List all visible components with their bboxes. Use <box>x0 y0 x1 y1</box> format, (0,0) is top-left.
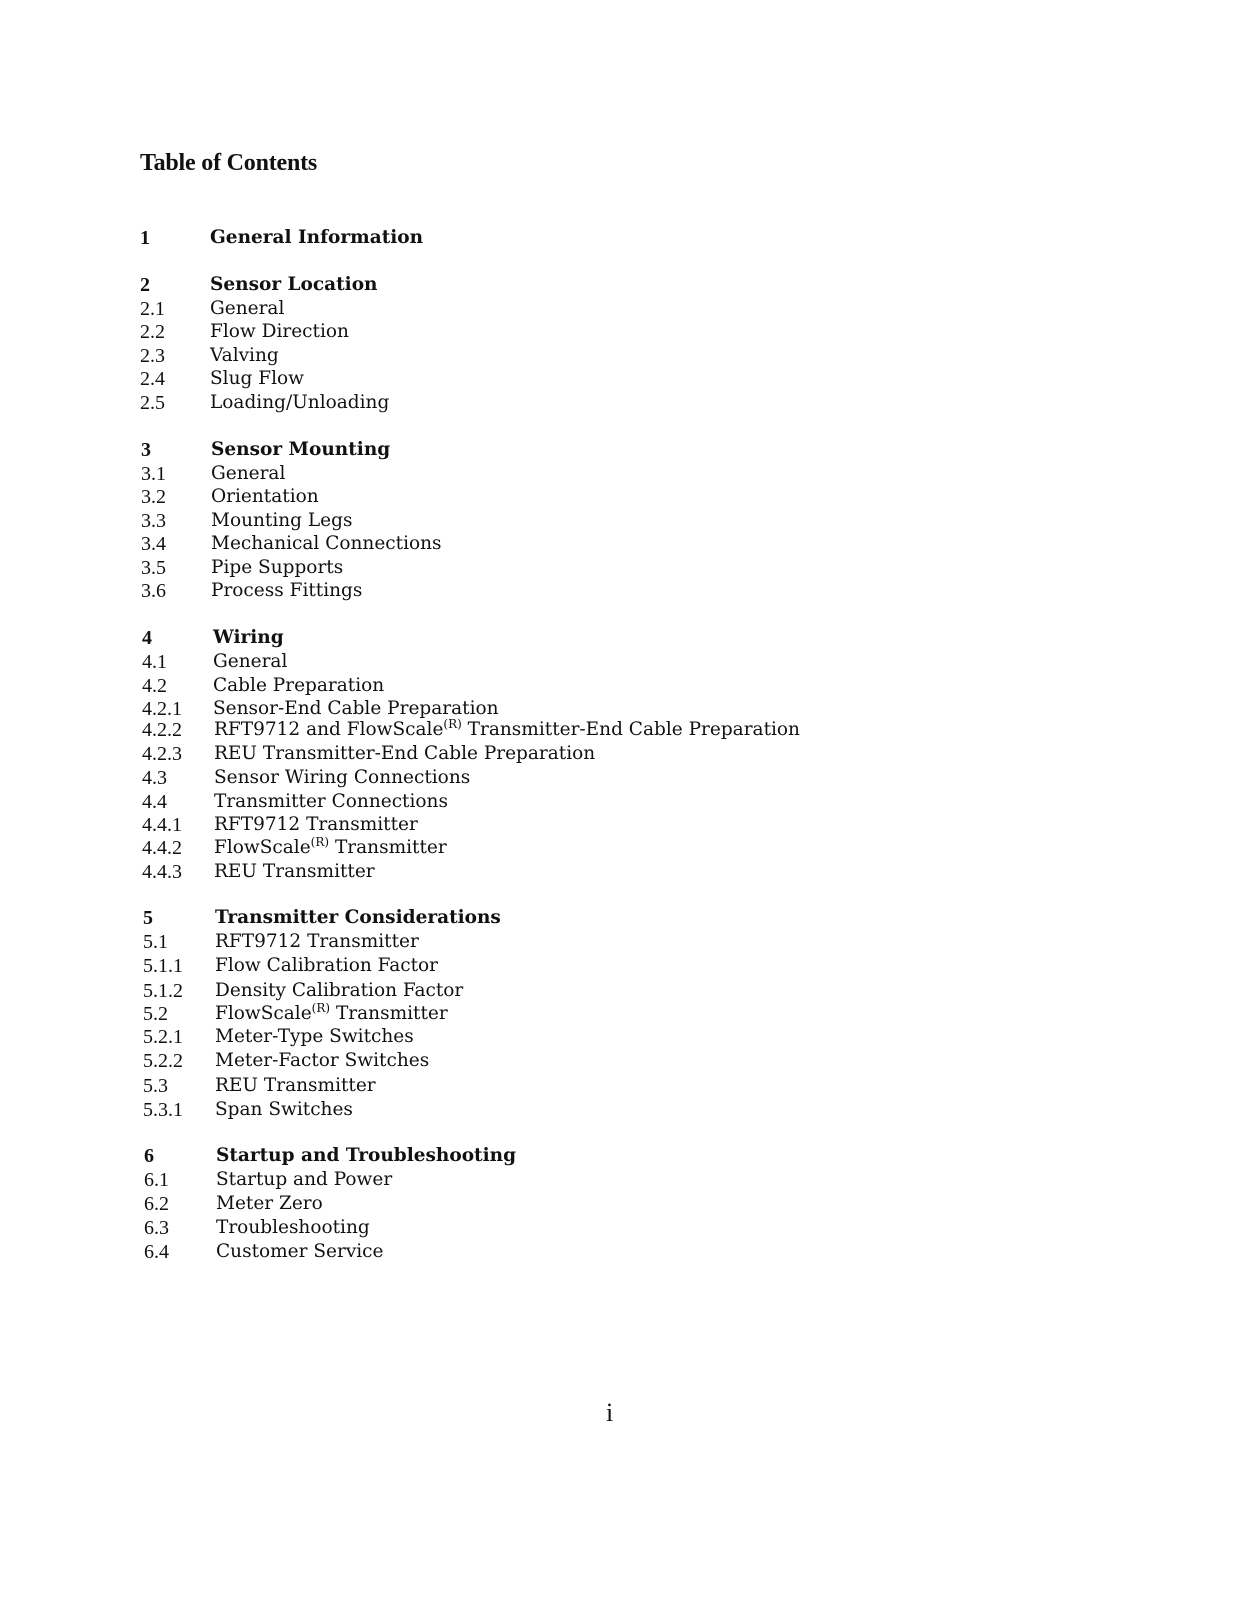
toc-entry-title: Sensor Location <box>210 274 378 295</box>
toc-entry-title: Transmitter Considerations <box>215 907 501 928</box>
toc-entry-number: 4.1 <box>142 651 167 673</box>
toc-entry-number: 3.3 <box>141 510 166 532</box>
toc-entry-number: 4.4.2 <box>142 837 182 859</box>
toc-entry-title: Slug Flow <box>210 368 304 389</box>
toc-entry-number: 5.3.1 <box>143 1099 183 1121</box>
toc-entry-number: 3.4 <box>141 533 166 555</box>
toc-entry-title: Meter Zero <box>216 1193 323 1214</box>
toc-entry-title: Troubleshooting <box>216 1217 370 1238</box>
toc-entry-number: 3 <box>141 439 151 461</box>
toc-entry-number: 2.3 <box>140 345 165 367</box>
toc-entry-number: 6.4 <box>144 1241 169 1263</box>
toc-entry-number: 4.2.3 <box>142 743 182 765</box>
page-title: Table of Contents <box>140 150 318 176</box>
toc-entry-title: Process Fittings <box>211 580 363 601</box>
toc-entry-number: 3.1 <box>141 463 166 485</box>
toc-entry-title: REU Transmitter <box>214 861 375 882</box>
toc-entry-title: REU Transmitter <box>215 1075 376 1096</box>
registered-mark: (R) <box>443 717 462 731</box>
toc-entry-title-part: Transmitter <box>330 1003 448 1024</box>
toc-entry-number: 5.3 <box>143 1075 168 1097</box>
toc-entry-number: 4.2.2 <box>142 719 182 741</box>
toc-entry-number: 2.5 <box>140 392 165 414</box>
toc-entry-title <box>215 1002 448 1026</box>
toc-entry-title <box>214 836 447 860</box>
toc-entry-number: 6.2 <box>144 1193 169 1215</box>
toc-entry-number: 4.4.3 <box>142 861 182 883</box>
toc-entry-number: 3.2 <box>141 486 166 508</box>
toc-entry-title: Valving <box>210 345 279 366</box>
toc-entry-title: RFT9712 Transmitter <box>214 814 418 835</box>
toc-entry-title: Mounting Legs <box>211 510 353 531</box>
toc-entry-number: 5.1 <box>143 931 168 953</box>
toc-entry-title: Pipe Supports <box>211 557 344 578</box>
toc-entry-number: 6.1 <box>144 1169 169 1191</box>
toc-entry-number: 3.6 <box>141 580 166 602</box>
toc-entry-title: Span Switches <box>215 1099 353 1120</box>
toc-entry-number: 5.2 <box>143 1003 168 1025</box>
toc-entry-title: Startup and Troubleshooting <box>216 1145 517 1166</box>
toc-entry-number: 5.2.2 <box>143 1050 183 1072</box>
toc-entry-number: 4.2 <box>142 675 167 697</box>
toc-entry-title-part: FlowScale <box>215 1003 312 1024</box>
toc-entry-title: Startup and Power <box>216 1169 393 1190</box>
toc-entry-number: 4.2.1 <box>142 698 182 720</box>
registered-mark: (R) <box>311 1001 331 1015</box>
toc-entry-title-part: Transmitter-End Cable Preparation <box>461 719 800 740</box>
toc-entry-number: 6.3 <box>144 1217 169 1239</box>
toc-entry-number: 2.1 <box>140 298 165 320</box>
toc-entry-title-part: Transmitter <box>329 837 447 858</box>
toc-entry-title: Orientation <box>211 486 319 507</box>
toc-entry-title: Flow Direction <box>210 321 349 342</box>
toc-entry-title: RFT9712 Transmitter <box>215 931 419 952</box>
toc-entry-number: 1 <box>140 227 150 249</box>
toc-entry-number: 6 <box>144 1145 154 1167</box>
toc-entry-title: Wiring <box>213 627 284 648</box>
toc-entry-title: Sensor-End Cable Preparation <box>213 698 499 719</box>
toc-entry-title: Density Calibration Factor <box>215 980 464 1001</box>
toc-entry-title: Loading/Unloading <box>210 392 390 413</box>
toc-entry-title: General <box>211 463 286 484</box>
toc-entry-number: 5.1.1 <box>143 955 183 977</box>
toc-entry-number: 5.2.1 <box>143 1026 183 1048</box>
toc-entry-title: Cable Preparation <box>213 675 385 696</box>
toc-entry-title: General <box>210 298 285 319</box>
toc-entry-title: General <box>213 651 288 672</box>
toc-entry-title: General Information <box>210 227 424 248</box>
toc-entry-title: Customer Service <box>216 1241 384 1262</box>
toc-entry-number: 4.3 <box>142 767 167 789</box>
toc-entry-number: 4.4 <box>142 791 167 813</box>
toc-entry-number: 3.5 <box>141 557 166 579</box>
toc-entry-title: REU Transmitter-End Cable Preparation <box>214 743 596 764</box>
toc-entry-title: Mechanical Connections <box>211 533 442 554</box>
toc-entry-number: 2.4 <box>140 368 165 390</box>
registered-mark: (R) <box>310 835 330 849</box>
toc-entry-title <box>214 718 800 742</box>
toc-entry-title: Meter-Factor Switches <box>215 1050 430 1071</box>
toc-entry-title-part: RFT9712 and FlowScale <box>214 719 444 740</box>
toc-entry-number: 5 <box>143 907 153 929</box>
toc-entry-title: Transmitter Connections <box>214 791 448 812</box>
toc-entry-number: 5.1.2 <box>143 980 183 1002</box>
toc-entry-number: 2.2 <box>140 321 165 343</box>
table-of-contents <box>140 0 1120 1600</box>
toc-entry-title: Meter-Type Switches <box>215 1026 414 1047</box>
toc-entry-title-part: FlowScale <box>214 837 311 858</box>
toc-entry-title: Sensor Wiring Connections <box>214 767 471 788</box>
toc-entry-number: 4 <box>142 627 152 649</box>
toc-entry-number: 2 <box>140 274 150 296</box>
toc-entry-title: Flow Calibration Factor <box>215 955 439 976</box>
page-number: i <box>606 1398 614 1427</box>
toc-entry-title: Sensor Mounting <box>211 439 391 460</box>
toc-entry-number: 4.4.1 <box>142 814 182 836</box>
